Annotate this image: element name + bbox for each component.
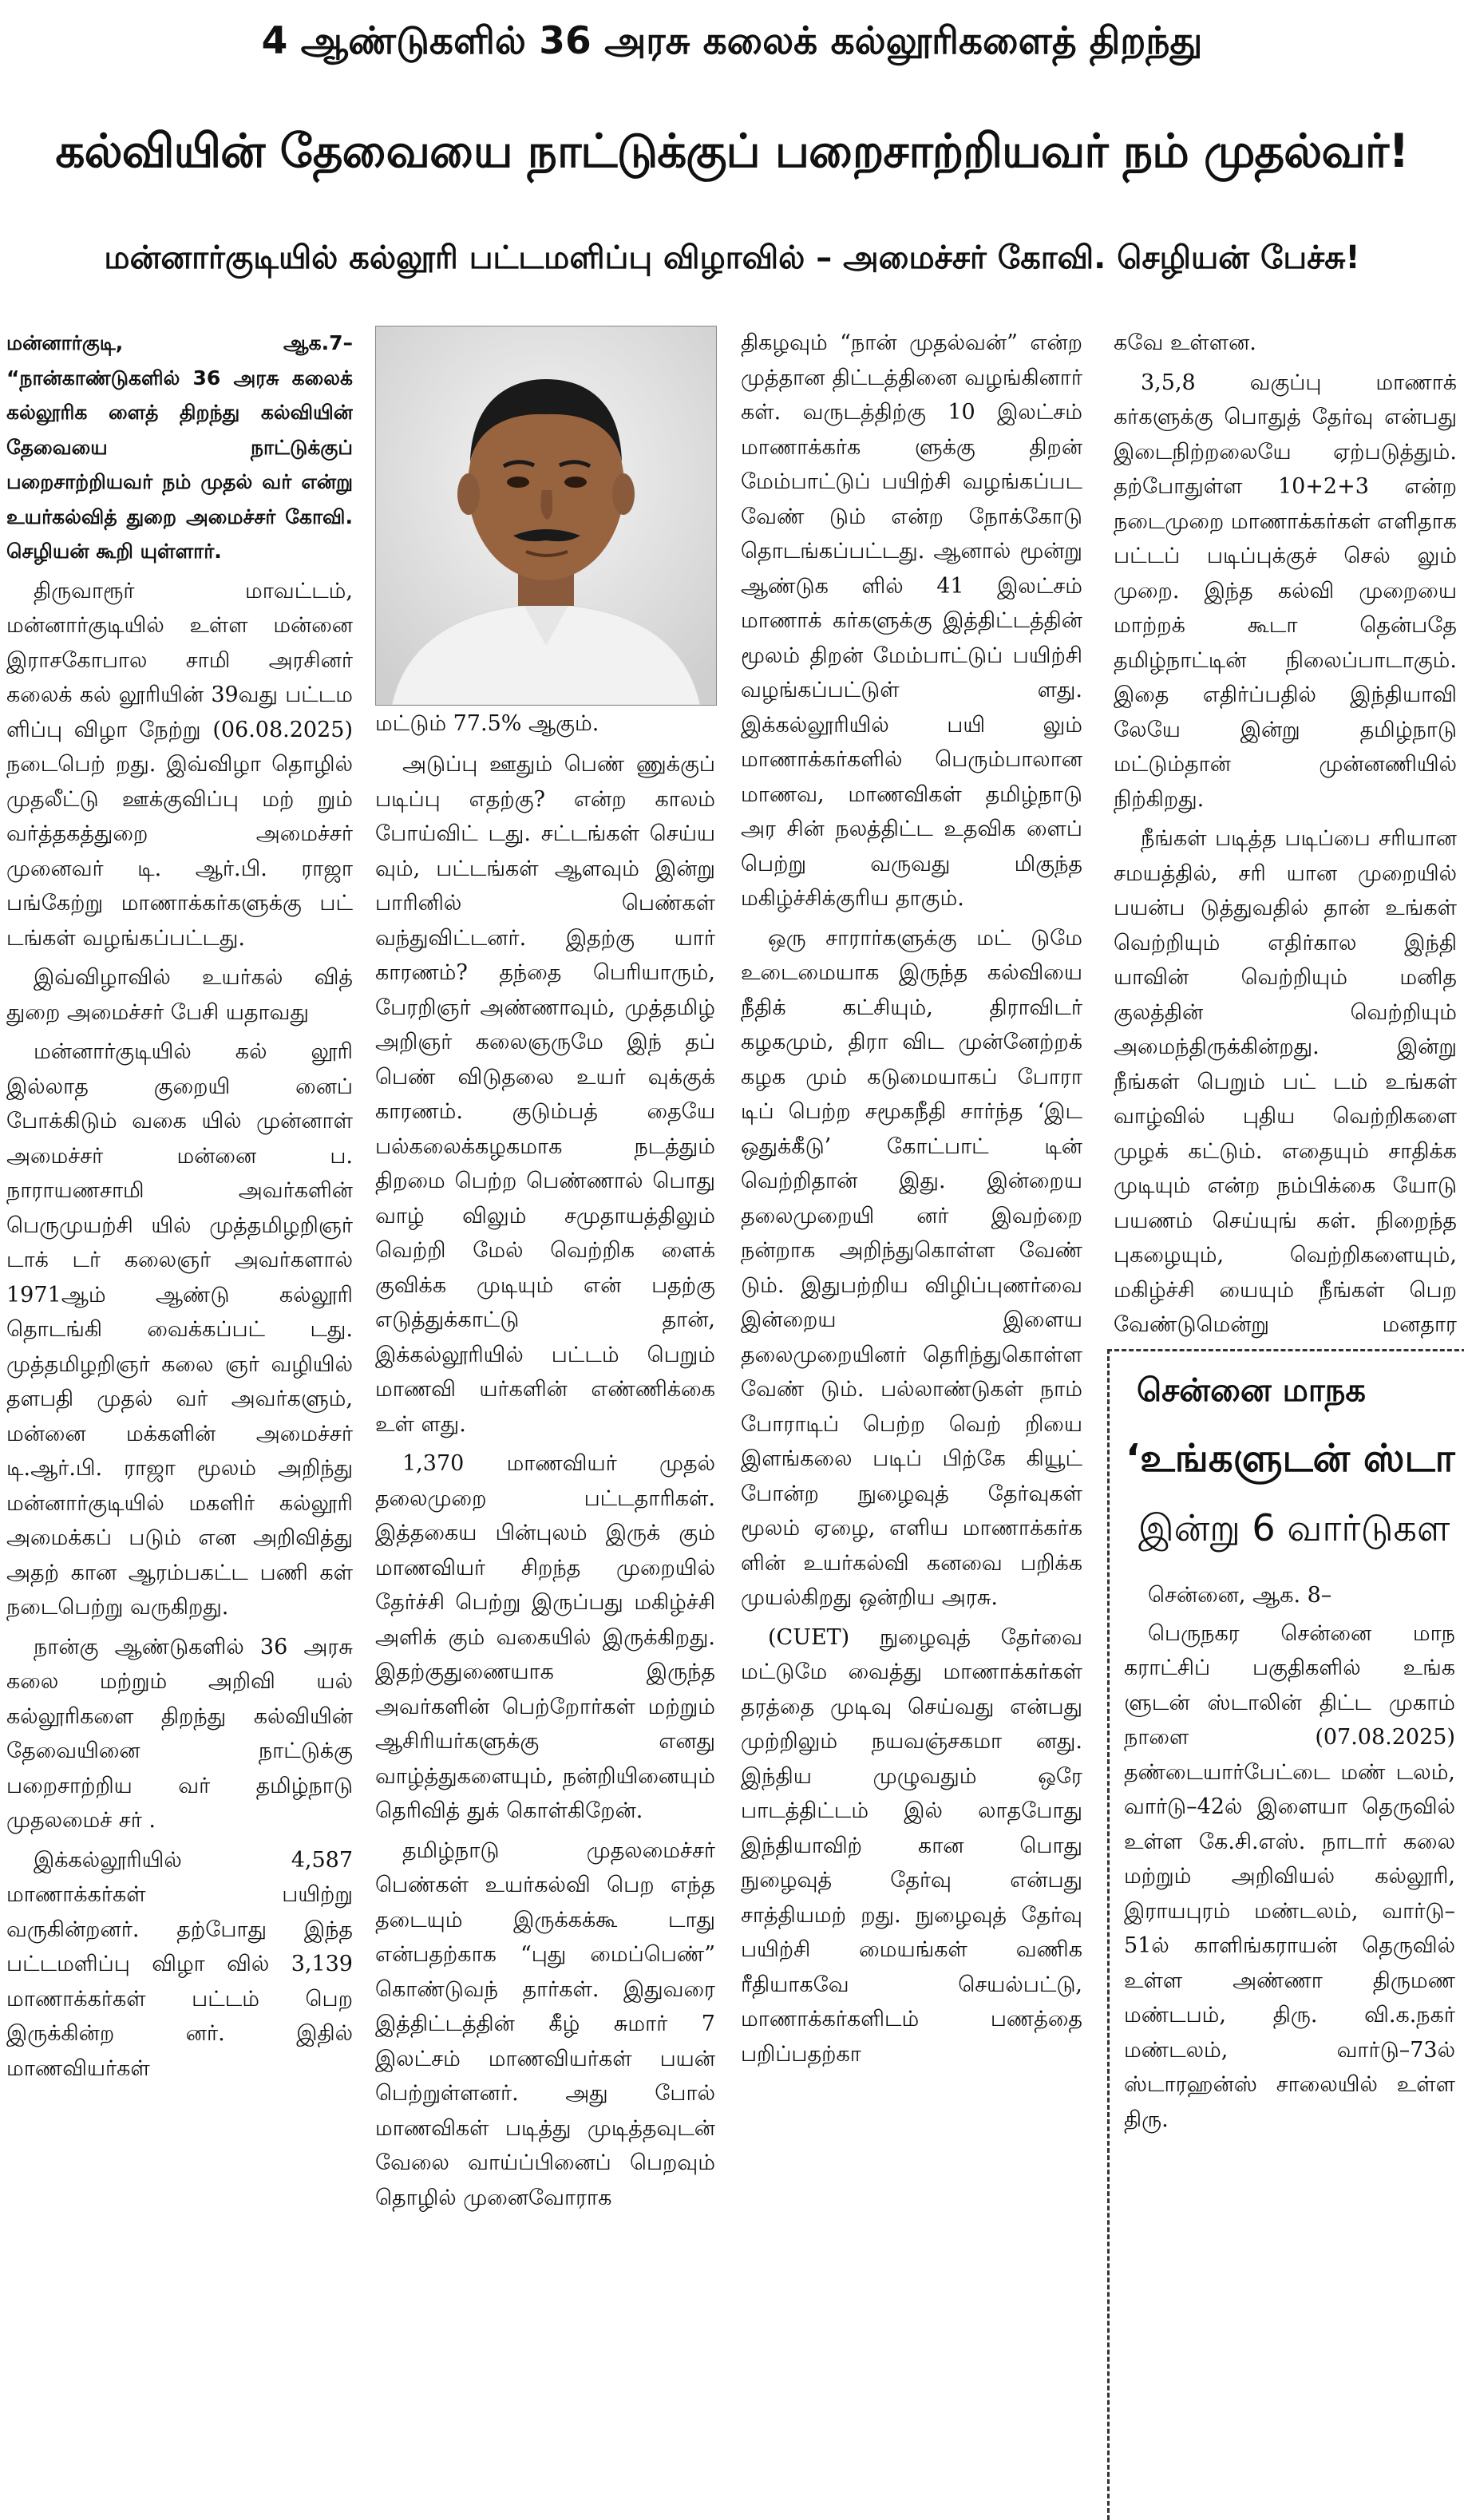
- article-paragraph: திருவாரூர் மாவட்டம், மன்னார்குடியில் உள்ள மன்னை இராசகோபால சாமி அரசினர் கலைக் கல் லூரியின் 39வது பட்டம ளிப்பு விழா நேற்று (06.08.2025) நடைபெற் றது. இவ்விழா தொழில் முதலீட்டு ஊக்குவிப்பு மற் றும் வர்த்தகத்துறை அமைச்சர் முனைவர் டி. ஆர்.பி. ராஜா பங்கேற்று மாணாக்கர்களுக்கு பட் டங்கள் வழங்கப்பட்டது.: [6, 578, 353, 951]
- article-column-1: [6, 326, 353, 2518]
- article-paragraph: 1,370 மாணவியர் முதல் தலைமுறை பட்டதாரிகள். இத்தகைய பின்புலம் இருக் கும் மாணவியர் சிறந்த முறையில் தேர்ச்சி பெற்று இருப்பது மகிழ்ச்சி அளிக் கும் வகையில் இருக்கிறது. இதற்குதுணையாக இருந்த அவர்களின் பெற்றோர்கள் மற்றும் ஆசிரியர்களுக்கு எனது வாழ்த்துகளையும், நன்றியினையும் தெரிவித் துக் கொள்கிறேன்.: [375, 1451, 715, 1823]
- article-column-4: [1114, 326, 1457, 1339]
- side-article-headline: ‘உங்களுடன் ஸ்டா: [1126, 1436, 1455, 1481]
- article-paragraph: நான்கு ஆண்டுகளில் 36 அரசு கலை மற்றும் அறிவி யல் கல்லூரிகளை திறந்து கல்வியின் தேவையினை நாட்டுக்கு பறைசாற்றிய வர் தமிழ்நாடு முதலமைச் சர் .: [6, 1634, 353, 1833]
- article-paragraph: தமிழ்நாடு முதலமைச்சர் பெண்கள் உயர்கல்வி பெற எந்த தடையும் இருக்கக்கூ டாது என்பதற்காக “புது மைப்பெண்” கொண்டுவந் தார்கள். இதுவரை இத்திட்டத்தின் கீழ் சுமார் 7 இலட்சம் மாணவியர்கள் பயன் பெற்றுள்ளனர். அது போல் மாணவிகள் படித்து முடித்தவுடன் வேலை வாய்ப்பினைப் பெறவும் தொழில் முனைவோராக: [375, 1838, 715, 2210]
- article-paragraph: ஒரு சாரார்களுக்கு மட் டுமே உடைமையாக இருந்த கல்வியை நீதிக் கட்சியும், திராவிடர் கழகமும், திரா விட முன்னேற்றக் கழக மும் கடுமையாகப் போரா டிப் பெற்ற சமூகநீதி சார்ந்த ‘இட ஒதுக்கீடு’ கோட்பாட் டின் வெற்றிதான் இது. இன்றைய தலைமுறையி னர் இவற்றை நன்றாக அறிந்துகொள்ள வேண் டும். இதுபற்றிய விழிப்புணர்வை இன்றைய இளைய தலைமுறையினர் தெரிந்துகொள்ள வேண் டும். பல்லாண்டுகள் நாம் போராடிப் பெற்ற வெற் றியை இளங்கலை படிப் பிற்கே கியூட் போன்ற நுழைவுத் தேர்வுகள் மூலம் ஏழை, எளிய மாணாக்கர்க ளின் உயர்கல்வி கனவை பறிக்க முயல்கிறது ஒன்றிய அரசு.: [741, 925, 1082, 1610]
- article-paragraph: நீங்கள் படித்த படிப்பை சரியான சமயத்தில், சரி யான முறையில் பயன்ப டுத்துவதில் தான் உங்கள் வெற்றியும் எதிர்கால இந்தி யாவின் வெற்றியும் மனித குலத்தின் வெற்றியும் அமைந்திருக்கின்றது. இன்று நீங்கள் பெறும் பட் டம் உங்கள் வாழ்வில் புதிய வெற்றிகளை முழக் கட்டும். எதையும் சாதிக்க முடியும் என்ற நம்பிக்கை யோடு பயணம் செய்யுங் கள். நிறைந்த புகழையும், வெற்றிகளையும், மகிழ்ச்சி யையும் நீங்கள் பெற வேண்டுமென்று மனதார: [1114, 826, 1457, 1337]
- photo-caption: மட்டும் 77.5% ஆகும்.: [375, 711, 599, 736]
- headline-kicker: 4 ஆண்டுகளில் 36 அரசு கலைக் கல்லூரிகளைத் திறந்து: [261, 18, 1203, 63]
- side-article-paragraph: பெருநகர சென்னை மாந கராட்சிப் பகுதிகளில் உங்க ளுடன் ஸ்டாலின் திட்ட முகாம் நாளை (07.08.2025) தண்டையார்பேட்டை மண் டலம், வார்டு–42ல் இளையா தெருவில் உள்ள கே.சி.எஸ். நாடார் கலை மற்றும் அறிவியல் கல்லூரி, இராயபுரம் மண்டலம், வார்டு–51ல் காளிங்கராயன் தெருவில் உள்ள அண்ணா திருமண மண்டபம், திரு. வி.க.நகர் மண்டலம், வார்டு–73ல் ஸ்டாரஹன்ஸ் சாலையில் உள்ள திரு.: [1124, 1620, 1455, 2132]
- article-paragraph: கவே உள்ளன.: [1114, 330, 1256, 355]
- article-lead-paragraph: மன்னார்குடி, ஆக.7– “நான்காண்டுகளில் 36 அரசு கலைக் கல்லூரிக ளைத் திறந்து கல்வியின் தேவையை நாட்டுக்குப் பறைசாற்றியவர் நம் முதல் வர் என்று உயர்கல்வித் துறை அமைச்சர் கோவி. செழியன் கூறி யுள்ளார்.: [6, 331, 353, 563]
- side-article-kicker: சென்னை மாநக: [1137, 1372, 1366, 1409]
- article-column-2: [375, 747, 715, 2518]
- article-paragraph: மன்னார்குடியில் கல் லூரி இல்லாத குறையி னைப் போக்கிடும் வகை யில் முன்னாள் அமைச்சர் மன்னை ப. நாராயணசாமி அவர்களின் பெருமுயற்சி யில் முத்தமிழறிஞர் டாக் டர் கலைஞர் அவர்களால் 1971ஆம் ஆண்டு கல்லூரி தொடங்கி வைக்கப்பட் டது. முத்தமிழறிஞர் கலை ஞர் வழியில் தளபதி முதல் வர் அவர்களும், மன்னை மக்களின் அமைச்சர் டி.ஆர்.பி. ராஜா மூலம் அறிந்து மன்னார்குடியில் மகளிர் கல்லூரி அமைக்கப் படும் என அறிவித்து அதற் கான ஆரம்பகட்ட பணி கள் நடைபெற்று வருகிறது.: [6, 1039, 353, 1620]
- article-paragraph: (CUET) நுழைவுத் தேர்வை மட்டுமே வைத்து மாணாக்கர்கள் தரத்தை முடிவு செய்வது என்பது முற்றிலும் நயவஞ்சகமா னது. இந்திய முழுவதும் ஒரே பாடத்திட்டம் இல் லாதபோது இந்தியாவிற் கான பொது நுழைவுத் தேர்வு என்பது சாத்தியமற் றது. நுழைவுத் தேர்வு பயிற்சி மையங்கள் வணிக ரீதியாகவே செயல்பட்டு, மாணாக்கர்களிடம் பணத்தை பறிப்பதற்கா: [741, 1624, 1082, 2067]
- article-paragraph: 3,5,8 வகுப்பு மாணாக் கர்களுக்கு பொதுத் தேர்வு என்பது இடைநிற்றலையே ஏற்படுத்தும். தற்போதுள்ள 10+2+3 என்ற நடைமுறை மாணாக்கர்கள் எளிதாக பட்டப் படிப்புக்குச் செல் லும் முறை. இந்த கல்வி முறையை மாற்றக் கூடா தென்பதே தமிழ்நாட்டின் நிலைப்பாடாகும். இதை எதிர்ப்பதில் இந்தியாவி லேயே இன்று தமிழ்நாடு மட்டும்தான் முன்னணியில் நிற்கிறது.: [1114, 370, 1457, 812]
- portrait-image: [376, 326, 716, 705]
- side-article-dateline: சென்னை, ஆக. 8–: [1148, 1583, 1332, 1608]
- minister-photo: [375, 326, 717, 706]
- article-paragraph: இவ்விழாவில் உயர்கல் வித் துறை அமைச்சர் பேசி யதாவது: [6, 965, 353, 1025]
- article-paragraph: அடுப்பு ஊதும் பெண் ணுக்குப் படிப்பு எதற்கு? என்ற காலம் போய்விட் டது. சட்டங்கள் செய்ய வும், பட்டங்கள் ஆளவும் இன்று பாரினில் பெண்கள் வந்துவிட்டனர். இதற்கு யார் காரணம்? தந்தை பெரியாரும், பேரறிஞர் அண்ணாவும், முத்தமிழ் அறிஞர் கலைஞருமே இந் தப் பெண் விடுதலை உயர் வுக்குக் காரணம். குடும்பத் தையே பல்கலைக்கழகமாக நடத்தும் திறமை பெற்ற பெண்ணால் பொது வாழ் விலும் சமுதாயத்திலும் வெற்றி மேல் வெற்றிக ளைக் குவிக்க முடியும் என் பதற்கு எடுத்துக்காட்டு தான், இக்கல்லூரியில் பட்டம் பெறும் மாணவி யர்களின் எண்ணிக்கை உள் ளது.: [375, 752, 715, 1437]
- headline-main: கல்வியின் தேவையை நாட்டுக்குப் பறைசாற்றியவர் நம் முதல்வர்!: [55, 123, 1409, 178]
- article-column-3: [741, 326, 1082, 2518]
- article-paragraph: இக்கல்லூரியில் 4,587 மாணாக்கர்கள் பயிற்று வருகின்றனர். தற்போது இந்த பட்டமளிப்பு விழா வில் 3,139 மாணாக்கர்கள் பட்டம் பெற இருக்கின்ற னர். இதில் மாணவியர்கள்: [6, 1847, 353, 2081]
- article-paragraph: திகழவும் “நான் முதல்வன்” என்ற முத்தான திட்டத்தினை வழங்கினார் கள். வருடத்திற்கு 10 இலட்சம் மாணாக்கர்க ளுக்கு திறன் மேம்பாட்டுப் பயிற்சி வழங்கப்பட வேண் டும் என்ற நோக்கோடு தொடங்கப்பட்டது. ஆனால் மூன்று ஆண்டுக ளில் 41 இலட்சம் மாணாக் கர்களுக்கு இத்திட்டத்தின் மூலம் திறன் மேம்பாட்டுப் பயிற்சி வழங்கப்பட்டுள் ளது. இக்கல்லூரியில் பயி லும் மாணாக்கர்களில் பெரும்பாலான மாணவ, மாணவிகள் தமிழ்நாடு அர சின் நலத்திட்ட உதவிக ளைப் பெற்று வருவது மிகுந்த மகிழ்ச்சிக்குரிய தாகும்.: [741, 330, 1082, 911]
- side-article-subheadline: இன்று 6 வார்டுகள: [1138, 1506, 1450, 1549]
- side-article-box: [1107, 1349, 1464, 2520]
- headline-subtitle: மன்னார்குடியில் கல்லூரி பட்டமளிப்பு விழாவில் – அமைச்சர் கோவி. செழியன் பேச்சு!: [104, 239, 1360, 276]
- side-article-body: [1110, 1570, 1455, 2137]
